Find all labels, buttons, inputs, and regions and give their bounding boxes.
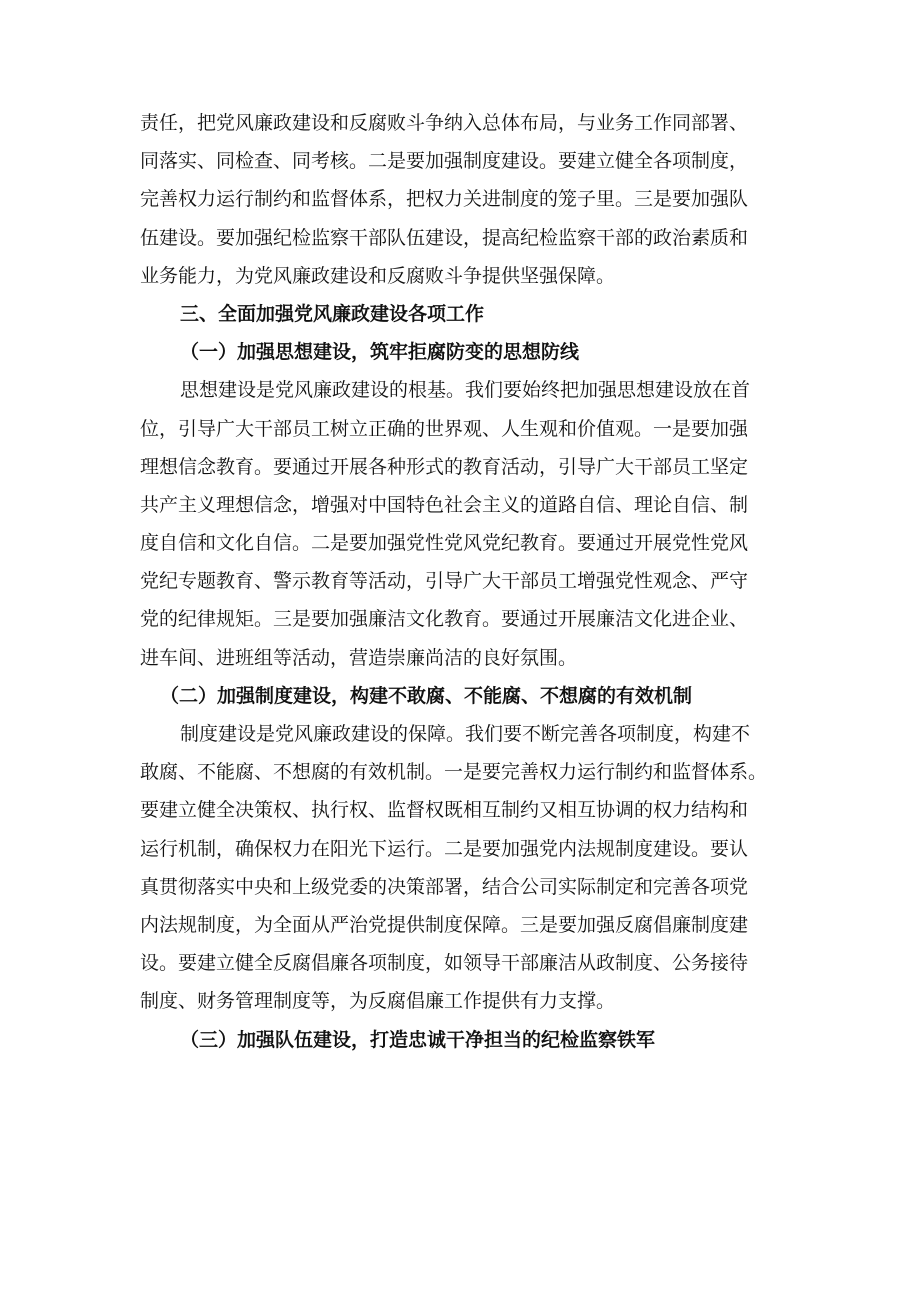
subsection-heading-3: （三）加强队伍建设，打造忠诚干净担当的纪检监察铁军 xyxy=(180,1028,656,1051)
text-line: 党纪专题教育、警示教育等活动，引导广大干部员工增强党性观念、严守 xyxy=(140,570,749,593)
text-line: 共产主义理想信念，增强对中国特色社会主义的道路自信、理论自信、制 xyxy=(140,493,749,516)
section-heading-3: 三、全面加强党风廉政建设各项工作 xyxy=(180,302,485,325)
text-line: 进车间、进班组等活动，营造崇廉尚洁的良好氛围。 xyxy=(140,646,578,669)
text-line: 思想建设是党风廉政建设的根基。我们要始终把加强思想建设放在首 xyxy=(180,379,751,402)
text-line: 设。要建立健全反腐倡廉各项制度，如领导干部廉洁从政制度、公务接待 xyxy=(140,952,749,975)
text-line: 同落实、同检查、同考核。二是要加强制度建设。要建立健全各项制度， xyxy=(140,150,749,173)
paragraph-continued xyxy=(140,104,790,295)
text-line: 位，引导广大干部员工树立正确的世界观、人生观和价值观。一是要加强 xyxy=(140,417,749,440)
text-line: 制度建设是党风廉政建设的保障。我们要不断完善各项制度，构建不 xyxy=(180,723,751,745)
text-line: 敢腐、不能腐、不想腐的有效机制。一是要完善权力运行制约和监督体系。 xyxy=(140,761,768,784)
text-line: 要建立健全决策权、执行权、监督权既相互制约又相互协调的权力结构和 xyxy=(140,799,749,822)
text-line: 理想信念教育。要通过开展各种形式的教育活动，引导广大干部员工坚定 xyxy=(140,455,749,478)
paragraph-system-building xyxy=(140,715,790,1021)
text-line: 业务能力，为党风廉政建设和反腐败斗争提供坚强保障。 xyxy=(140,264,616,287)
text-line: 伍建设。要加强纪检监察干部队伍建设，提高纪检监察干部的政治素质和 xyxy=(140,226,749,249)
paragraph-thought-building xyxy=(140,371,790,677)
text-line: 完善权力运行制约和监督体系，把权力关进制度的笼子里。三是要加强队 xyxy=(140,188,749,211)
text-line: 度自信和文化自信。二是要加强党性党风党纪教育。要通过开展党性党风 xyxy=(140,532,749,555)
document-body xyxy=(140,104,790,1059)
text-line: 制度、财务管理制度等，为反腐倡廉工作提供有力支撑。 xyxy=(140,990,616,1013)
text-line: 真贯彻落实中央和上级党委的决策部署，结合公司实际制定和完善各项党 xyxy=(140,875,749,898)
text-line: 党的纪律规矩。三是要加强廉洁文化教育。要通过开展廉洁文化进企业、 xyxy=(140,608,749,631)
subsection-heading-1: （一）加强思想建设，筑牢拒腐防变的思想防线 xyxy=(180,341,580,364)
subsection-heading-2: （二）加强制度建设，构建不敢腐、不能腐、不想腐的有效机制 xyxy=(160,684,693,707)
text-line: 责任，把党风廉政建设和反腐败斗争纳入总体布局，与业务工作同部署、 xyxy=(140,112,749,134)
text-line: 运行机制，确保权力在阳光下运行。二是要加强党内法规制度建设。要认 xyxy=(140,837,749,860)
text-line: 内法规制度，为全面从严治党提供制度保障。三是要加强反腐倡廉制度建 xyxy=(140,913,749,936)
